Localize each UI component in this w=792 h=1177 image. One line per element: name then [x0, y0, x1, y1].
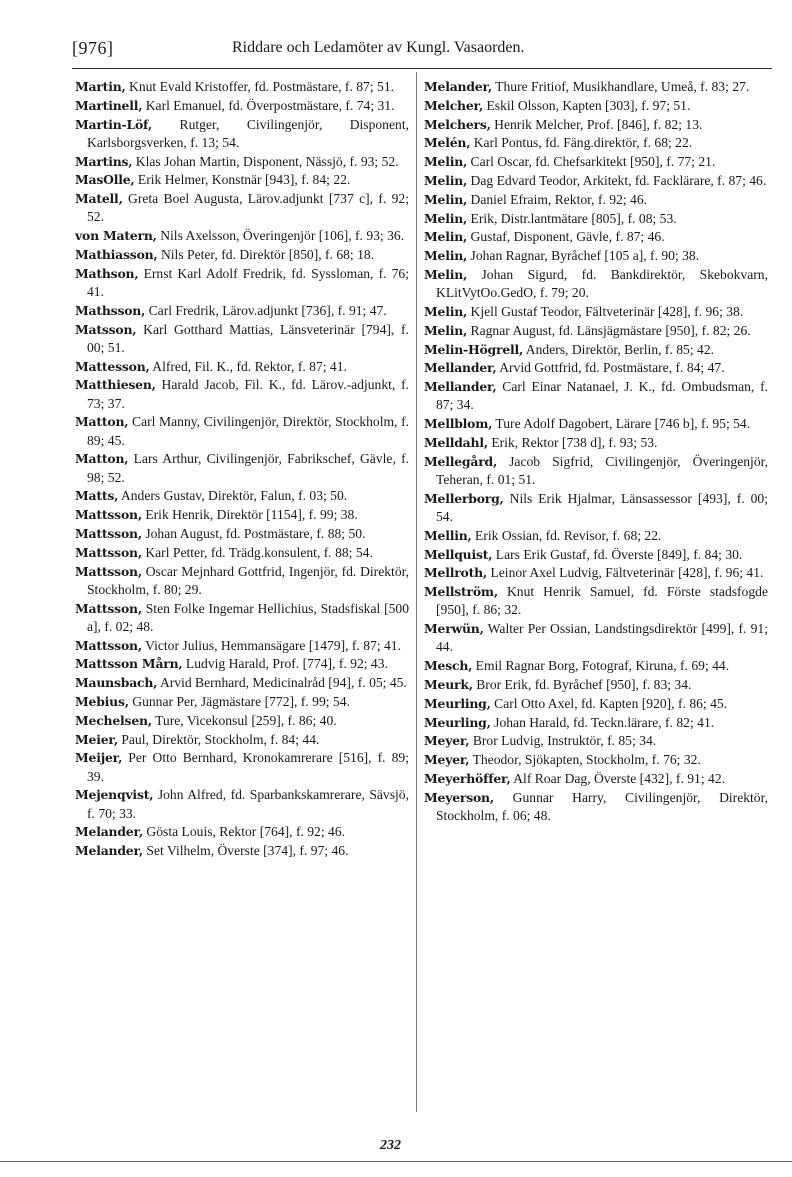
entry-surname: Mellerborg, — [424, 490, 504, 506]
entry-surname: Meurk, — [424, 676, 473, 692]
register-entry — [424, 770, 768, 788]
register-entry — [75, 358, 409, 376]
register-entry — [424, 172, 768, 190]
entry-details: Eskil Olsson, Kapten [303], f. 97; 51. — [483, 97, 691, 113]
entry-surname: Melin, — [424, 266, 468, 282]
register-entry — [75, 842, 409, 860]
entry-details: Ludvig Harald, Prof. [774], f. 92; 43. — [182, 656, 388, 672]
entry-details: Bror Ludvig, Instruktör, f. 85; 34. — [469, 733, 657, 749]
register-entry — [424, 453, 768, 489]
entry-surname: Mathson, — [75, 265, 139, 281]
entry-details: Ture, Vicekonsul [259], f. 86; 40. — [151, 712, 337, 728]
register-entry — [424, 751, 768, 769]
entry-details: Nils Axelsson, Överingenjör [106], f. 93; 36. — [156, 228, 405, 244]
entry-surname: Mattsson, — [75, 600, 142, 616]
register-entry — [424, 546, 768, 564]
entry-details: Arvid Gottfrid, fd. Postmästare, f. 84; 47. — [496, 360, 725, 376]
register-entry — [75, 786, 409, 822]
register-entry — [75, 823, 409, 841]
register-entry — [424, 247, 768, 265]
entry-surname: Melander, — [424, 79, 493, 94]
entry-surname: Matton, — [75, 414, 129, 430]
register-entry — [75, 153, 409, 171]
entry-details: Anders, Direktör, Berlin, f. 85; 42. — [523, 341, 715, 357]
entry-surname: Melin, — [424, 248, 468, 264]
entry-details: Erik Henrik, Direktör [1154], f. 99; 38. — [141, 507, 358, 523]
entry-details: Carl Fredrik, Lärov.adjunkt [736], f. 91; 47. — [145, 302, 387, 318]
register-entry — [424, 676, 768, 694]
register-entry — [75, 544, 409, 562]
register-entry — [424, 97, 768, 115]
register-entry — [75, 712, 409, 730]
page-number: [976] — [72, 38, 114, 58]
entry-details: Karl Emanuel, fd. Överpostmästare, f. 74; 31. — [142, 97, 395, 113]
left-column — [75, 78, 409, 861]
entry-details: Gustaf, Disponent, Gävle, f. 87; 46. — [467, 229, 665, 245]
entry-details: Erik Ossian, fd. Revisor, f. 68; 22. — [471, 527, 662, 543]
entry-surname: Mesch, — [424, 658, 473, 674]
entry-surname: Melander, — [75, 843, 144, 859]
entry-surname: Mellander, — [424, 379, 497, 395]
entry-details: Oscar Mejnhard Gottfrid, Ingenjör, fd. Direktör, Stockholm, f. 80; 29. — [87, 563, 409, 597]
entry-surname: Matts, — [75, 488, 119, 504]
register-entry — [424, 359, 768, 377]
entry-surname: Mellander, — [424, 360, 497, 376]
register-entry — [424, 134, 768, 152]
header-rule — [72, 68, 772, 69]
running-title: Riddare och Ledamöter av Kungl. Vasaorden. — [232, 39, 525, 56]
entry-details: Carl Oscar, fd. Chefsarkitekt [950], f. 77; 21. — [467, 154, 716, 170]
entry-surname: Mellegård, — [424, 453, 498, 469]
entry-surname: Mathsson, — [75, 302, 146, 318]
entry-details: Sten Folke Ingemar Hellichius, Stadsfiskal [500 a], f. 02; 48. — [87, 600, 409, 634]
register-entry — [75, 171, 409, 189]
register-entry — [424, 153, 768, 171]
register-entry — [75, 302, 409, 320]
register-entry — [424, 210, 768, 228]
entry-surname: Meurling, — [424, 695, 491, 711]
footer-rule — [0, 1161, 792, 1162]
entry-details: Karl Petter, fd. Trädg.konsulent, f. 88; 54. — [141, 544, 373, 560]
entry-details: Carl Otto Axel, fd. Kapten [920], f. 86; 45. — [490, 695, 728, 711]
entry-details: Henrik Melcher, Prof. [846], f. 82; 13. — [490, 116, 703, 132]
entry-details: Klas Johan Martin, Disponent, Nässjö, f. 93; 52. — [132, 153, 399, 169]
entry-surname: Mattsson, — [75, 544, 142, 560]
register-entry — [424, 527, 768, 545]
entry-details: Ture Adolf Dagobert, Lärare [746 b], f. 95; 54. — [492, 416, 751, 432]
entry-details: Erik, Distr.lantmätare [805], f. 08; 53. — [467, 210, 677, 226]
register-entry — [424, 732, 768, 750]
entry-surname: Mellström, — [424, 584, 498, 600]
entry-surname: Melin, — [424, 154, 468, 170]
entry-surname: Melchers, — [424, 116, 491, 132]
register-entry — [424, 116, 768, 134]
register-entry — [424, 303, 768, 321]
entry-details: Harald Jacob, Fil. K., fd. Lärov.-adjunkt, f. 73; 37. — [87, 377, 409, 411]
entry-details: Per Otto Bernhard, Kronokamrerare [516], f. 89; 39. — [87, 750, 409, 784]
entry-details: Karl Gotthard Mattias, Länsveterinär [794], f. 00; 51. — [87, 321, 409, 355]
entry-surname: Merwün, — [424, 621, 484, 637]
entry-details: Ernst Karl Adolf Fredrik, fd. Syssloman, f. 76; 41. — [87, 265, 409, 299]
entry-details: Walter Per Ossian, Landstingsdirektör [499], f. 91; 44. — [436, 621, 768, 655]
entry-surname: Meyer, — [424, 733, 470, 749]
entry-details: Emil Ragnar Borg, Fotograf, Kiruna, f. 69; 44. — [472, 658, 730, 674]
register-entry — [75, 693, 409, 711]
register-entry — [424, 620, 768, 656]
register-entry — [75, 265, 409, 301]
entry-surname: Mattsson Mårn, — [75, 656, 183, 672]
entry-details: Knut Evald Kristoffer, fd. Postmästare, f. 87; 51. — [125, 79, 395, 94]
entry-surname: Meyerson, — [424, 789, 494, 805]
entry-surname: Mejenqvist, — [75, 787, 154, 803]
entry-details: Johan Ragnar, Byråchef [105 a], f. 90; 38. — [467, 248, 700, 264]
entry-surname: Mellroth, — [424, 565, 488, 581]
entry-details: Thure Fritiof, Musikhandlare, Umeå, f. 83; 27. — [492, 79, 750, 94]
entry-details: Nils Peter, fd. Direktör [850], f. 68; 18. — [157, 246, 375, 262]
right-column — [424, 78, 768, 826]
register-entry — [424, 266, 768, 302]
entry-details: Johan Harald, fd. Teckn.lärare, f. 82; 41. — [490, 714, 715, 730]
entry-surname: Matthiesen, — [75, 377, 156, 393]
entry-details: Erik Helmer, Konstnär [943], f. 84; 22. — [134, 172, 351, 188]
register-entry — [75, 600, 409, 636]
entry-surname: Mellin, — [424, 527, 472, 543]
entry-surname: Melin, — [424, 191, 468, 207]
register-entry — [75, 637, 409, 655]
entry-details: Alfred, Fil. K., fd. Rektor, f. 87; 41. — [149, 358, 347, 374]
register-entry — [75, 413, 409, 449]
entry-surname: Mattsson, — [75, 637, 142, 653]
entry-details: Carl Einar Natanael, J. K., fd. Ombudsman, f. 87; 34. — [436, 379, 768, 413]
column-divider — [416, 72, 417, 1112]
entry-surname: Melin, — [424, 322, 468, 338]
register-entry — [424, 714, 768, 732]
entry-surname: Mellquist, — [424, 546, 493, 562]
entry-details: Erik, Rektor [738 d], f. 93; 53. — [487, 434, 658, 450]
register-entry — [424, 322, 768, 340]
entry-details: Daniel Efraim, Rektor, f. 92; 46. — [467, 191, 648, 207]
entry-surname: Mattsson, — [75, 525, 142, 541]
register-entry — [424, 341, 768, 359]
entry-surname: Melin, — [424, 210, 468, 226]
entry-details: Nils Erik Hjalmar, Länsassessor [493], f. 00; 54. — [436, 490, 768, 524]
entry-surname: Melin, — [424, 229, 468, 245]
register-entry — [424, 434, 768, 452]
register-entry — [75, 506, 409, 524]
entry-details: Bror Erik, fd. Byråchef [950], f. 83; 34. — [472, 676, 692, 692]
entry-details: Kjell Gustaf Teodor, Fältveterinär [428], f. 96; 38. — [467, 303, 744, 319]
entry-details: Knut Henrik Samuel, fd. Förste stadsfogde [950], f. 86; 32. — [436, 584, 768, 618]
register-entry — [424, 789, 768, 825]
register-entry — [75, 731, 409, 749]
entry-details: Alf Roar Dag, Överste [432], f. 91; 42. — [510, 770, 726, 786]
register-entry — [75, 246, 409, 264]
entry-surname: Melldahl, — [424, 434, 488, 450]
entry-details: Karl Pontus, fd. Fäng.direktör, f. 68; 22. — [470, 135, 693, 151]
entry-details: Jacob Sigfrid, Civilingenjör, Överingenjör, Teheran, f. 01; 51. — [436, 453, 768, 487]
entry-surname: Maunsbach, — [75, 675, 158, 691]
entry-details: Johan August, fd. Postmästare, f. 88; 50. — [141, 525, 366, 541]
entry-details: Carl Manny, Civilingenjör, Direktör, Stockholm, f. 89; 45. — [87, 414, 409, 448]
entry-surname: Melin-Högrell, — [424, 341, 524, 357]
entry-surname: Melén, — [424, 135, 471, 151]
entry-surname: Matton, — [75, 451, 129, 467]
entry-surname: Mellblom, — [424, 416, 493, 432]
register-entry — [424, 490, 768, 526]
register-entry — [424, 191, 768, 209]
register-entry — [75, 487, 409, 505]
register-entry — [424, 657, 768, 675]
register-entry — [75, 450, 409, 486]
entry-details: Lars Arthur, Civilingenjör, Fabrikschef, Gävle, f. 98; 52. — [87, 451, 409, 485]
entry-surname: Martinell, — [75, 97, 143, 113]
entry-surname: Martin, — [75, 79, 126, 94]
register-entry — [75, 525, 409, 543]
register-entry — [75, 321, 409, 357]
register-entry — [75, 116, 409, 152]
register-entry — [75, 655, 409, 673]
entry-surname: Meijer, — [75, 750, 123, 766]
entry-surname: Mattsson, — [75, 563, 142, 579]
entry-surname: Martins, — [75, 153, 133, 169]
entry-details: Gunnar Harry, Civilingenjör, Direktör, Stockholm, f. 06; 48. — [436, 789, 768, 823]
entry-surname: von Matern, — [75, 228, 157, 244]
register-entry — [75, 227, 409, 245]
entry-details: Victor Julius, Hemmansägare [1479], f. 87; 41. — [141, 637, 401, 653]
entry-details: Dag Edvard Teodor, Arkitekt, fd. Facklärare, f. 87; 46. — [467, 172, 767, 188]
register-entry — [75, 97, 409, 115]
entry-surname: Melin, — [424, 303, 468, 319]
register-entry — [75, 190, 409, 226]
register-entry — [424, 564, 768, 582]
entry-details: Leinor Axel Ludvig, Fältveterinär [428], f. 96; 41. — [487, 565, 764, 581]
entry-surname: Melcher, — [424, 97, 484, 113]
entry-surname: Meurling, — [424, 714, 491, 730]
entry-surname: Mattesson, — [75, 358, 150, 374]
entry-details: Gunnar Per, Jägmästare [772], f. 99; 54. — [128, 693, 350, 709]
entry-surname: Meyer, — [424, 752, 470, 768]
register-entry — [75, 78, 409, 96]
entry-surname: Mathiasson, — [75, 246, 158, 262]
register-entry — [75, 376, 409, 412]
entry-surname: Meyerhöffer, — [424, 770, 511, 786]
entry-surname: Melander, — [75, 824, 144, 840]
entry-surname: Mechelsen, — [75, 712, 152, 728]
register-entry — [424, 378, 768, 414]
register-entry — [424, 695, 768, 713]
entry-surname: Matell, — [75, 191, 123, 207]
entry-surname: Matsson, — [75, 321, 137, 337]
entry-details: Greta Boel Augusta, Lärov.adjunkt [737 c], f. 92; 52. — [87, 191, 409, 225]
register-entry — [75, 749, 409, 785]
register-entry — [424, 583, 768, 619]
register-entry — [424, 415, 768, 433]
entry-surname: Mebius, — [75, 693, 129, 709]
page-header — [72, 38, 772, 66]
entry-details: Paul, Direktör, Stockholm, f. 84; 44. — [117, 731, 320, 747]
entry-details: John Alfred, fd. Sparbankskamrerare, Sävsjö, f. 70; 33. — [87, 787, 409, 821]
entry-details: Lars Erik Gustaf, fd. Överste [849], f. 84; 30. — [492, 546, 743, 562]
entry-surname: Mattsson, — [75, 507, 142, 523]
register-entry — [424, 228, 768, 246]
entry-surname: MasOlle, — [75, 172, 135, 188]
entry-details: Gösta Louis, Rektor [764], f. 92; 46. — [143, 824, 346, 840]
entry-details: Johan Sigurd, fd. Bankdirektör, Skebokvarn, KLitVytOo.GedO, f. 79; 20. — [436, 266, 768, 301]
folio-number: 232 — [380, 1138, 401, 1153]
register-entry — [424, 78, 768, 96]
entry-details: Rutger, Civilingenjör, Disponent, Karlsborgsverken, f. 13; 54. — [87, 116, 409, 150]
entry-surname: Martin-Löf, — [75, 116, 153, 132]
entry-surname: Melin, — [424, 172, 468, 188]
entry-details: Set Vilhelm, Överste [374], f. 97; 46. — [143, 843, 349, 859]
register-entry — [75, 563, 409, 599]
entry-details: Ragnar August, fd. Länsjägmästare [950], f. 82; 26. — [467, 322, 751, 338]
entry-details: Anders Gustav, Direktör, Falun, f. 03; 50. — [118, 488, 348, 504]
register-entry — [75, 674, 409, 692]
entry-details: Theodor, Sjökapten, Stockholm, f. 76; 32. — [469, 752, 701, 768]
entry-surname: Meier, — [75, 731, 118, 747]
entry-details: Arvid Bernhard, Medicinalråd [94], f. 05; 45. — [157, 675, 407, 691]
